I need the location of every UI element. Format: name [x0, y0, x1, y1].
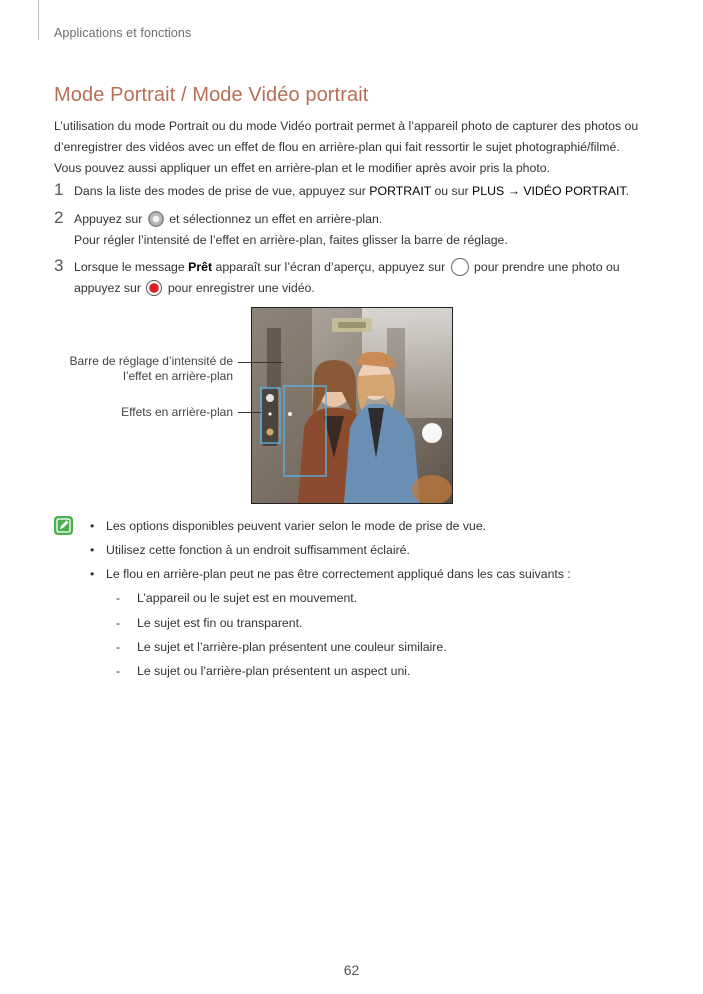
step-text: Lorsque le message	[74, 260, 189, 274]
step-number: 3	[54, 256, 64, 275]
step-text: ou sur	[431, 184, 473, 198]
record-button-icon	[146, 280, 162, 296]
background-effect-icon	[148, 211, 164, 227]
step-text: appuyez sur	[74, 281, 145, 295]
step-number: 1	[54, 180, 64, 199]
keyword-portrait: PORTRAIT	[369, 184, 432, 198]
camera-preview-screenshot	[251, 307, 453, 504]
callout-effects-line	[238, 412, 261, 413]
sub-bullet-text: Le sujet et l’arrière-plan présentent une couleur similaire.	[137, 640, 447, 654]
arrow: →	[504, 184, 524, 198]
callout-slider-label	[60, 354, 233, 384]
step-text: apparaît sur l’écran d’aperçu, appuyez sur	[212, 260, 449, 274]
callout-effects-label: Effets en arrière-plan	[121, 405, 233, 419]
step-text: et sélectionnez un effet en arrière-plan.	[165, 212, 383, 226]
sub-bullet-text: Le sujet est fin ou transparent.	[137, 616, 303, 630]
page-number: 62	[343, 962, 360, 978]
callout-text: l’effet en arrière-plan	[123, 369, 233, 383]
step-number: 2	[54, 208, 64, 227]
sub-bullet-text: Le sujet ou l’arrière-plan présentent un aspect uni.	[137, 664, 411, 678]
section-header: Applications et fonctions	[54, 26, 192, 40]
sub-bullet-text: L’appareil ou le sujet est en mouvement.	[137, 591, 358, 605]
step-text: pour enregistrer une vidéo.	[164, 281, 315, 295]
bullet-text: Le flou en arrière-plan peut ne pas être correctement appliqué dans les cas suivants :	[106, 567, 571, 581]
step-text: .	[625, 184, 629, 198]
intro-paragraph: L’utilisation du mode Portrait ou du mode Vidéo portrait permet à l’appareil photo de capturer des photos ou d’enregistrer des vidéos avec un effet de flou en arrière-plan qui fait ressortir le sujet photographié/filmé. Vous pouvez aussi appliquer un effet en arrière-plan et le modifier après avoir pris la photo.	[54, 119, 639, 175]
shutter-button-icon	[451, 258, 469, 276]
callout-slider-line	[238, 362, 283, 363]
step-text: Dans la liste des modes de prise de vue, appuyez sur	[74, 184, 370, 198]
note-pencil-icon	[54, 516, 73, 535]
step-text: pour prendre une photo ou	[470, 260, 620, 274]
keyword-video-portrait: VIDÉO PORTRAIT	[523, 184, 626, 198]
header-rule	[38, 0, 39, 40]
portrait-photo	[252, 308, 452, 503]
page-title: Mode Portrait / Mode Vidéo portrait	[54, 84, 369, 106]
keyword-plus: PLUS	[472, 184, 505, 198]
bullet-text: Les options disponibles peuvent varier selon le mode de prise de vue.	[106, 519, 487, 533]
step-text: Appuyez sur	[74, 212, 146, 226]
callout-text: Barre de réglage d’intensité de	[69, 354, 233, 368]
step-text: Pour régler l’intensité de l’effet en arrière-plan, faites glisser la barre de réglage.	[74, 233, 508, 247]
bullet-text: Utilisez cette fonction à un endroit suffisamment éclairé.	[106, 543, 410, 557]
keyword-pret: Prêt	[188, 260, 213, 274]
